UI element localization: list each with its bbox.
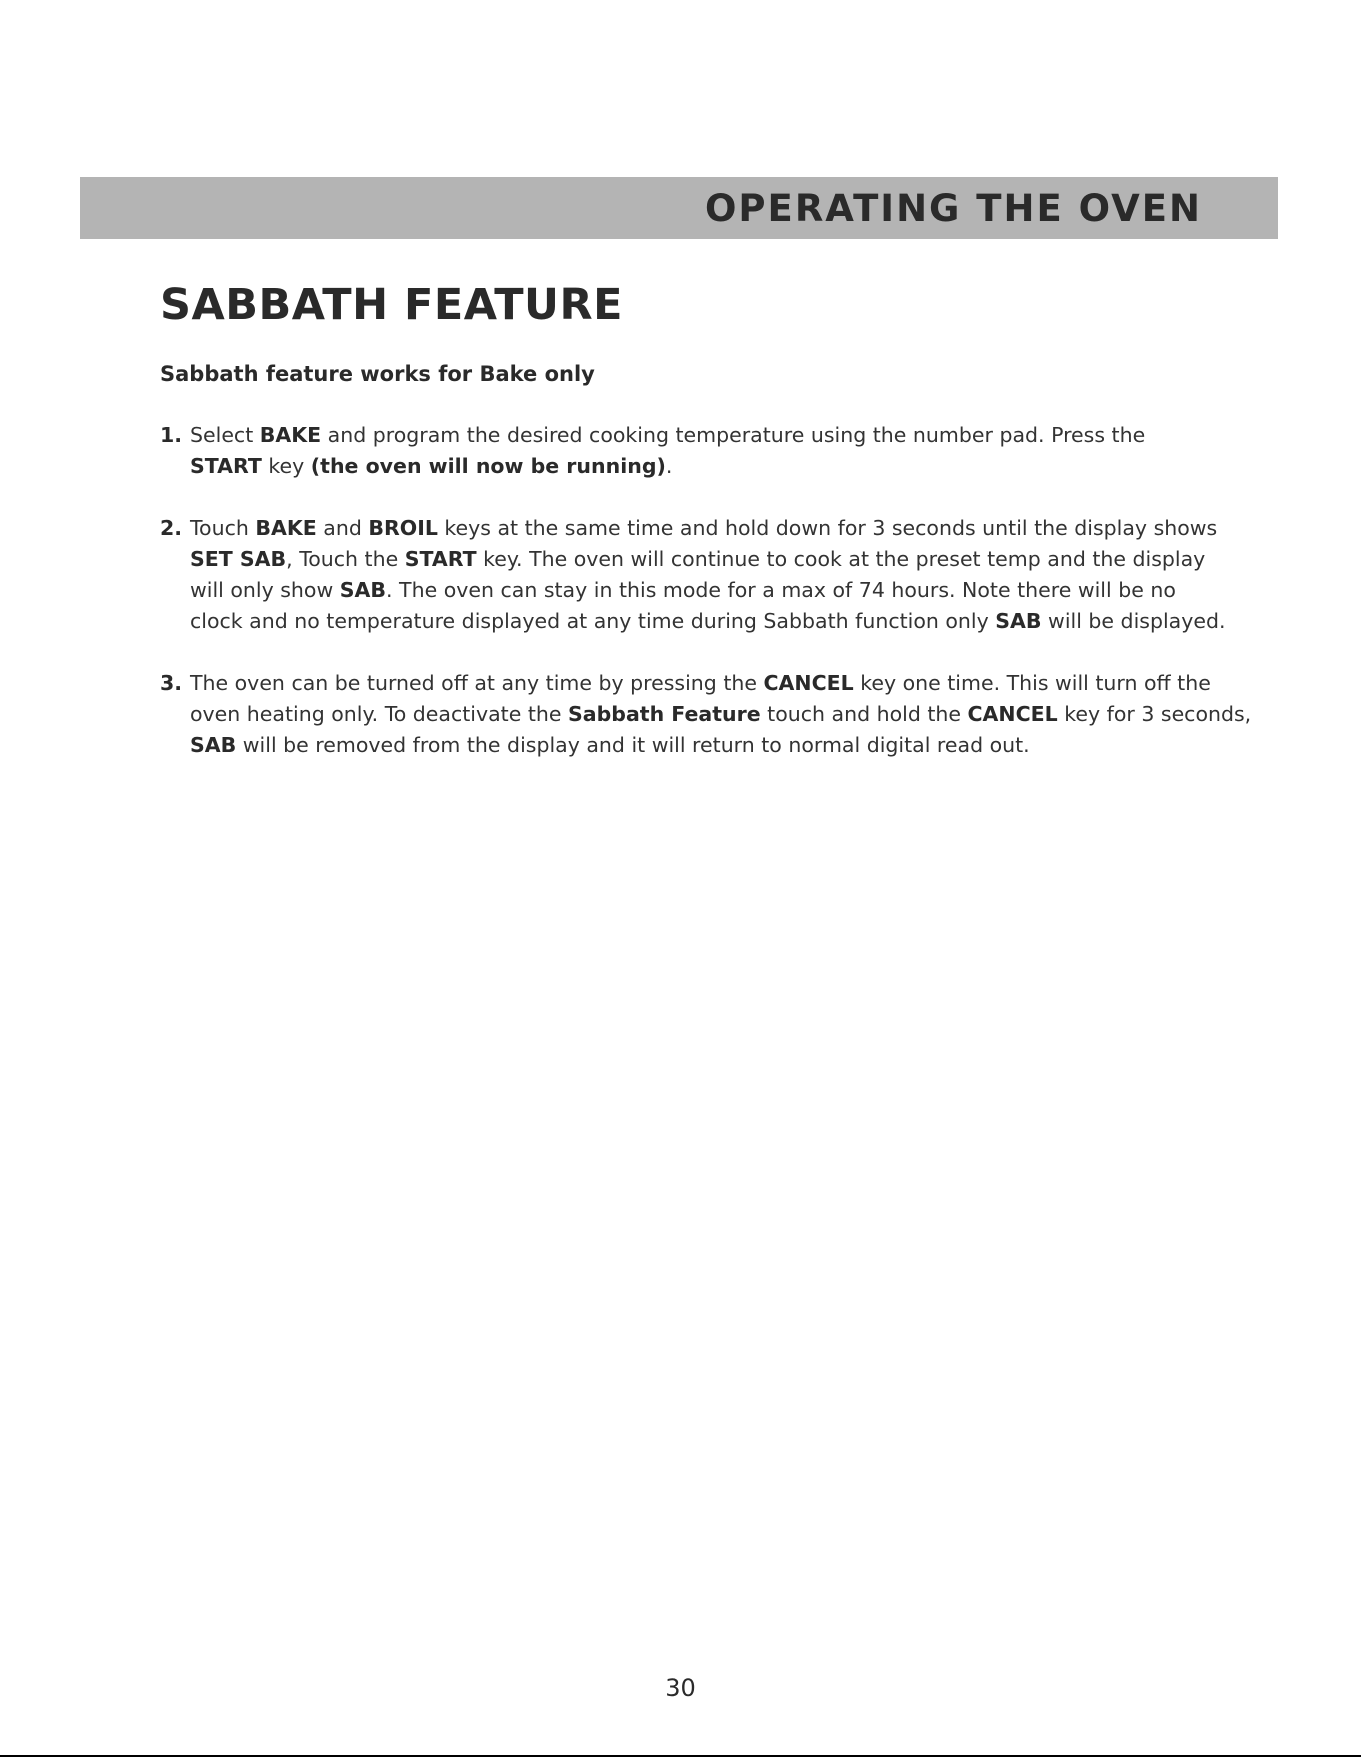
step-line: clock and no temperature displayed at any time during Sabbath function only SAB will be displayed.: [190, 609, 1226, 633]
section-header-band: [80, 177, 1278, 239]
step-line: Select BAKE and program the desired cooking temperature using the number pad. Press the: [190, 423, 1146, 447]
instruction-steps: [160, 420, 1280, 792]
step-2: [160, 513, 1280, 637]
step-line: Touch BAKE and BROIL keys at the same time and hold down for 3 seconds until the display shows: [190, 516, 1218, 540]
feature-subtitle: Sabbath feature works for Bake only: [160, 362, 595, 386]
step-line: SET SAB, Touch the START key. The oven will continue to cook at the preset temp and the display: [190, 547, 1206, 571]
step-3: [160, 668, 1280, 761]
step-number: 3.: [160, 671, 183, 695]
step-line: START key (the oven will now be running).: [190, 454, 673, 478]
bottom-rule: [0, 1755, 1361, 1757]
page-number: 30: [665, 1674, 696, 1702]
step-line: oven heating only. To deactivate the Sabbath Feature touch and hold the CANCEL key for 3 seconds,: [190, 702, 1252, 726]
step-number: 1.: [160, 423, 183, 447]
section-header-title: OPERATING THE OVEN: [704, 187, 1202, 230]
step-line: The oven can be turned off at any time by pressing the CANCEL key one time. This will turn off the: [190, 671, 1211, 695]
step-line: will only show SAB. The oven can stay in this mode for a max of 74 hours. Note there will be no: [190, 578, 1176, 602]
step-number: 2.: [160, 516, 183, 540]
step-line: SAB will be removed from the display and it will return to normal digital read out.: [190, 733, 1030, 757]
step-1: [160, 420, 1280, 482]
page-heading: SABBATH FEATURE: [160, 280, 623, 330]
